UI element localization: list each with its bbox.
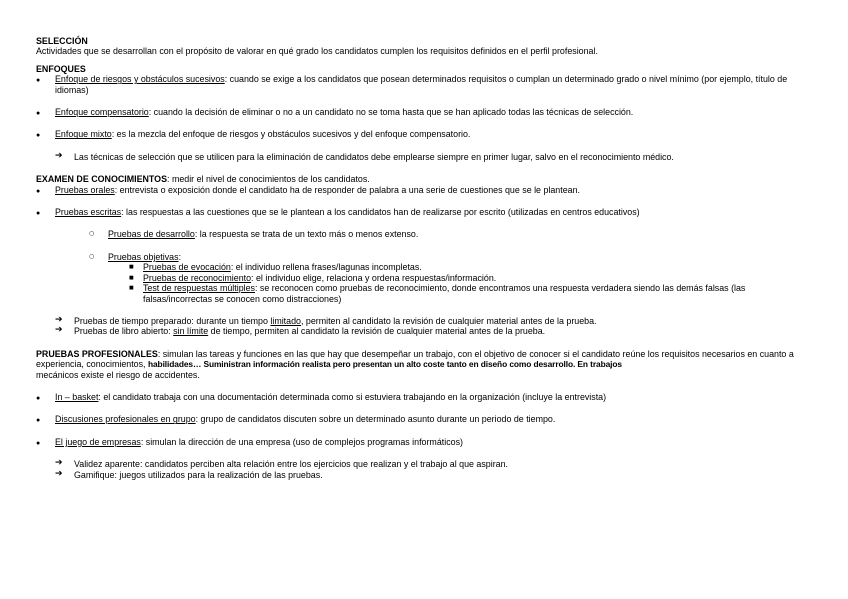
item-text: : es la mezcla del enfoque de riesgos y obstáculos sucesivos y del enfoque compensatorio. — [111, 129, 471, 140]
note-underlined: sin límite — [173, 326, 209, 337]
arrow-note — [55, 326, 812, 336]
bullet-icon — [36, 74, 44, 86]
arrow-right-icon: ➔ — [55, 150, 63, 161]
item-term: El juego de empresas — [55, 436, 141, 447]
note-text: Pruebas de libro abierto: — [74, 326, 174, 337]
item-term: Pruebas de evocación — [143, 262, 231, 273]
arrow-note — [55, 470, 812, 480]
list-item — [36, 392, 812, 402]
arrow-note — [55, 459, 812, 469]
bullet-icon — [36, 414, 44, 426]
list-item — [36, 74, 812, 95]
item-term: Discusiones profesionales en grupo — [55, 414, 196, 425]
list-item — [36, 129, 812, 139]
sub-sub-list-item — [127, 283, 812, 304]
profesionales-bold-text: habilidades… Suministran información realista pero presentan un alto coste tanto en diseño como desarrollo. En trabajos — [147, 359, 622, 370]
item-term: Enfoque de riesgos y obstáculos sucesivos — [55, 74, 225, 85]
sub-sub-list-item — [127, 273, 812, 283]
examen-heading: EXAMEN DE CONOCIMIENTOS — [36, 174, 168, 185]
square-bullet-icon: ■ — [129, 264, 134, 271]
profesionales-heading: PRUEBAS PROFESIONALES — [36, 348, 158, 359]
square-bullet-icon: ■ — [129, 274, 134, 281]
note-text: Las técnicas de selección que se utilicen para la eliminación de candidatos debe emplearse siempre en primer lugar, salvo en el reconocimiento médico. — [74, 151, 674, 162]
arrow-note — [55, 152, 812, 162]
profesionales-end-text: mecánicos existe el riesgo de accidentes. — [36, 369, 200, 380]
bullet-icon — [36, 437, 44, 449]
item-term: Pruebas de desarrollo — [108, 229, 195, 240]
list-item — [36, 107, 812, 117]
item-text: : simulan la dirección de una empresa (uso de complejos programas informáticos) — [140, 436, 463, 447]
item-term: Pruebas de reconocimiento — [143, 272, 252, 283]
examen-intro: : medir el nivel de conocimientos de los candidatos. — [167, 174, 370, 185]
sub-sub-list-item — [127, 262, 812, 272]
item-term: Pruebas objetivas — [108, 251, 179, 262]
arrow-right-icon: ➔ — [55, 468, 63, 479]
item-text: : el individuo elige, relaciona y ordena respuestas/información. — [251, 272, 497, 283]
list-item — [36, 437, 812, 447]
item-text: : las respuestas a las cuestiones que se le plantean a los candidatos han de realizarse por escrito (utilizadas en centros educativos) — [121, 207, 640, 218]
note-text: Gamifique: juegos utilizados para la realización de las pruebas. — [74, 469, 323, 480]
seleccion-text: Actividades que se desarrollan con el propósito de valorar en qué grado los candidatos cumplen los requisitos definidos en el perfil profesional. — [36, 46, 598, 57]
bullet-icon — [36, 129, 44, 141]
item-term: Pruebas orales — [55, 184, 115, 195]
seleccion-heading: SELECCIÓN — [36, 36, 88, 46]
arrow-note — [55, 316, 812, 326]
bullet-icon — [36, 207, 44, 219]
note-text: Validez aparente: candidatos perciben alta relación entre los ejercicios que realizan y el trabajo al que aspiran. — [74, 459, 508, 470]
item-term: Enfoque mixto — [55, 129, 112, 140]
item-text: : el candidato trabaja con una documentación determinada como si estuviera trabajando en la organización (incluye la entrevista) — [98, 391, 607, 402]
examen-heading-line — [36, 174, 812, 184]
item-text: : el individuo rellena frases/lagunas incompletas. — [230, 262, 422, 273]
note-text: Pruebas de tiempo preparado: durante un tiempo — [74, 315, 271, 326]
arrow-right-icon: ➔ — [55, 325, 63, 336]
list-item — [36, 414, 812, 424]
arrow-right-icon: ➔ — [55, 458, 63, 469]
document-page — [36, 36, 812, 480]
list-item — [36, 207, 812, 217]
item-term: Enfoque compensatorio — [55, 107, 149, 118]
note-text: , permiten al candidato la revisión de cualquier material antes de la prueba. — [300, 315, 597, 326]
item-term: Test de respuestas múltiples — [143, 283, 255, 294]
item-text: : cuando se exige a los candidatos que posean determinados requisitos o cumplan un determinado grado o nivel mínimo (por ejemplo, título de idiomas) — [55, 74, 788, 95]
item-text: : la respuesta se trata de un texto más o menos extenso. — [194, 229, 419, 240]
item-text: : grupo de candidatos discuten sobre un determinado asunto durante un periodo de tiempo. — [195, 414, 556, 425]
sub-list-item — [89, 229, 812, 239]
item-text: : entrevista o exposición donde el candidato ha de responder de palabra a una serie de cuestiones que se le plantean. — [114, 184, 580, 195]
bullet-icon — [36, 185, 44, 197]
bullet-icon — [36, 107, 44, 119]
item-term: In – basket — [55, 391, 99, 402]
item-term: Pruebas escritas — [55, 207, 122, 218]
profesionales-text: : simulan las tareas y funciones en las que hay que desempeñar un trabajo, con el objetivo de conocer si el candidato reúne los requisitos necesarios en cuanto a experiencia, conocimientos, — [36, 348, 794, 370]
circle-bullet-icon: ○ — [89, 252, 95, 260]
note-text: de tiempo, permiten al candidato la revisión de cualquier material antes de la prueba. — [208, 326, 546, 337]
item-text: : se reconocen como pruebas de reconocimiento, donde encontramos una respuesta verdadera siendo las demás falsas (las falsas/incorrectas se conocen como distracciones) — [143, 283, 746, 304]
note-underlined: limitado — [270, 315, 301, 326]
sub-list-item — [89, 252, 812, 262]
list-item — [36, 185, 812, 195]
item-text: : — [178, 251, 182, 262]
profesionales-paragraph — [36, 349, 812, 380]
arrow-right-icon: ➔ — [55, 314, 63, 325]
circle-bullet-icon: ○ — [89, 230, 95, 238]
bullet-icon — [36, 392, 44, 404]
square-bullet-icon: ■ — [129, 285, 134, 292]
item-text: : cuando la decisión de eliminar o no a un candidato no se toma hasta que se han aplicado todas las técnicas de selección. — [148, 107, 634, 118]
enfoques-heading: ENFOQUES — [36, 63, 86, 74]
